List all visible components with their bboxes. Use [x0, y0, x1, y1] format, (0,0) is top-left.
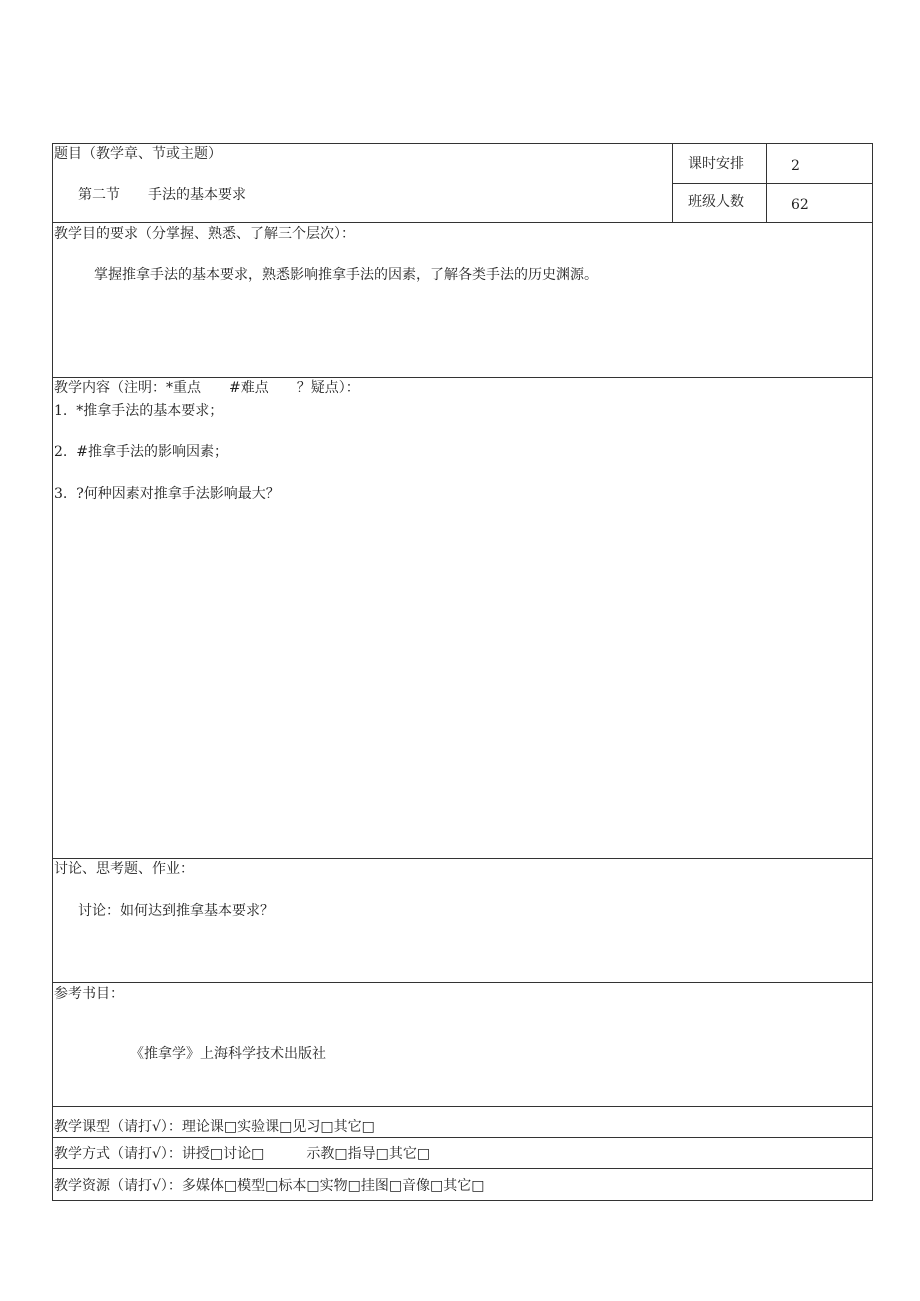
topic-value: 第二节 手法的基本要求	[78, 187, 246, 203]
hours-label: 课时安排	[688, 156, 744, 172]
class-size-value: 62	[791, 197, 809, 213]
content-label: 教学内容（注明：*重点 #难点 ？疑点）：	[54, 380, 360, 396]
references-text: 《推拿学》上海科学技术出版社	[130, 1046, 326, 1062]
class-size-value-cell	[766, 183, 873, 223]
hours-value-cell	[766, 143, 873, 184]
references-cell	[52, 982, 873, 1107]
teaching-method: 教学方式（请打√）：讲授□讨论□ 示教□指导□其它□	[54, 1146, 431, 1162]
content-item: 2. #推拿手法的影响因素；	[54, 444, 228, 460]
teaching-resources: 教学资源（请打√）：多媒体□模型□标本□实物□挂图□音像□其它□	[54, 1178, 485, 1194]
class-size-label: 班级人数	[688, 194, 744, 210]
content-item: 3. ?何种因素对推拿手法影响最大？	[54, 486, 280, 502]
objectives-cell	[52, 222, 873, 378]
discussion-text: 讨论：如何达到推拿基本要求？	[78, 903, 274, 919]
references-label: 参考书目：	[54, 986, 124, 1002]
content-item: 1. *推拿手法的基本要求；	[54, 403, 224, 419]
topic-label: 题目（教学章、节或主题）	[54, 146, 222, 162]
hours-value: 2	[791, 158, 800, 174]
discussion-label: 讨论、思考题、作业：	[54, 861, 194, 877]
course-type: 教学课型（请打√）：理论课□实验课□见习□其它□	[54, 1119, 375, 1135]
objectives-label: 教学目的要求（分掌握、熟悉、了解三个层次）：	[54, 226, 355, 242]
objectives-text: 掌握推拿手法的基本要求，熟悉影响推拿手法的因素，了解各类手法的历史渊源。	[94, 267, 598, 283]
